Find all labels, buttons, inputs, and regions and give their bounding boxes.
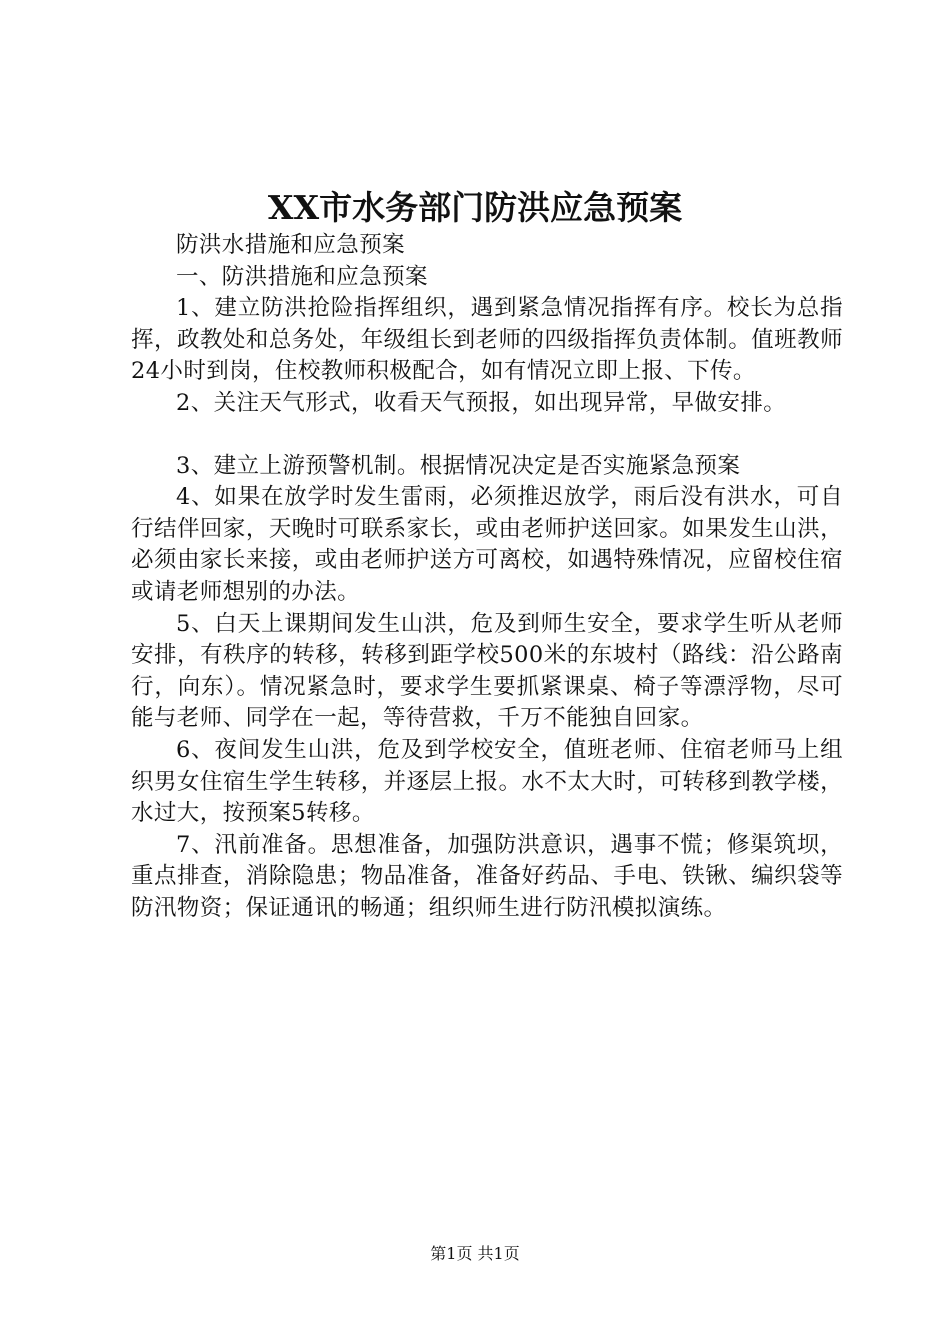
paragraph-item-2: 2、关注天气形式，收看天气预报，如出现异常，早做安排。 [176, 389, 787, 416]
paragraph-section-heading: 一、防洪措施和应急预案 [176, 263, 428, 290]
document-title: XX市水务部门防洪应急预案 [267, 188, 683, 227]
paragraph-subtitle: 防洪水措施和应急预案 [176, 232, 406, 258]
paragraph-item-6: 6、夜间发生山洪，危及到学校安全，值班老师、住宿老师马上组织男女住宿生学生转移，并逐层上报。水不太大时，可转移到教学楼，水过大，按预案5转移。 [131, 736, 843, 827]
paragraph-item-5: 5、白天上课期间发生山洪，危及到师生安全，要求学生听从老师安排，有秩序的转移，转移到距学校500米的东坡村（路线：沿公路南行，向东）。情况紧急时，要求学生要抓紧课桌、椅子等漂浮物，尽可能与老师、同学在一起，等待营救，千万不能独自回家。 [131, 610, 843, 732]
paragraph-item-1: 1、建立防洪抢险指挥组织，遇到紧急情况指挥有序。校长为总指挥，政教处和总务处，年级组长到老师的四级指挥负责体制。值班教师24小时到岗，住校教师积极配合，如有情况立即上报、下传。 [131, 295, 843, 385]
paragraph-item-7: 7、汛前准备。思想准备，加强防洪意识，遇事不慌；修渠筑坝，重点排查，消除隐患；物品准备，准备好药品、手电、铁锹、编织袋等防汛物资；保证通讯的畅通；组织师生进行防汛模拟演练。 [131, 831, 843, 921]
paragraph-item-3: 3、建立上游预警机制。根据情况决定是否实施紧急预案 [176, 452, 741, 479]
document-body [131, 230, 843, 924]
paragraph-item-4: 4、如果在放学时发生雷雨，必须推迟放学，雨后没有洪水，可自行结伴回家，天晚时可联系家长，或由老师护送回家。如果发生山洪，必须由家长来接，或由老师护送方可离校，如遇特殊情况，应留校住宿或请老师想别的办法。 [131, 484, 843, 605]
page-footer: 第1页 共1页 [430, 1244, 520, 1263]
